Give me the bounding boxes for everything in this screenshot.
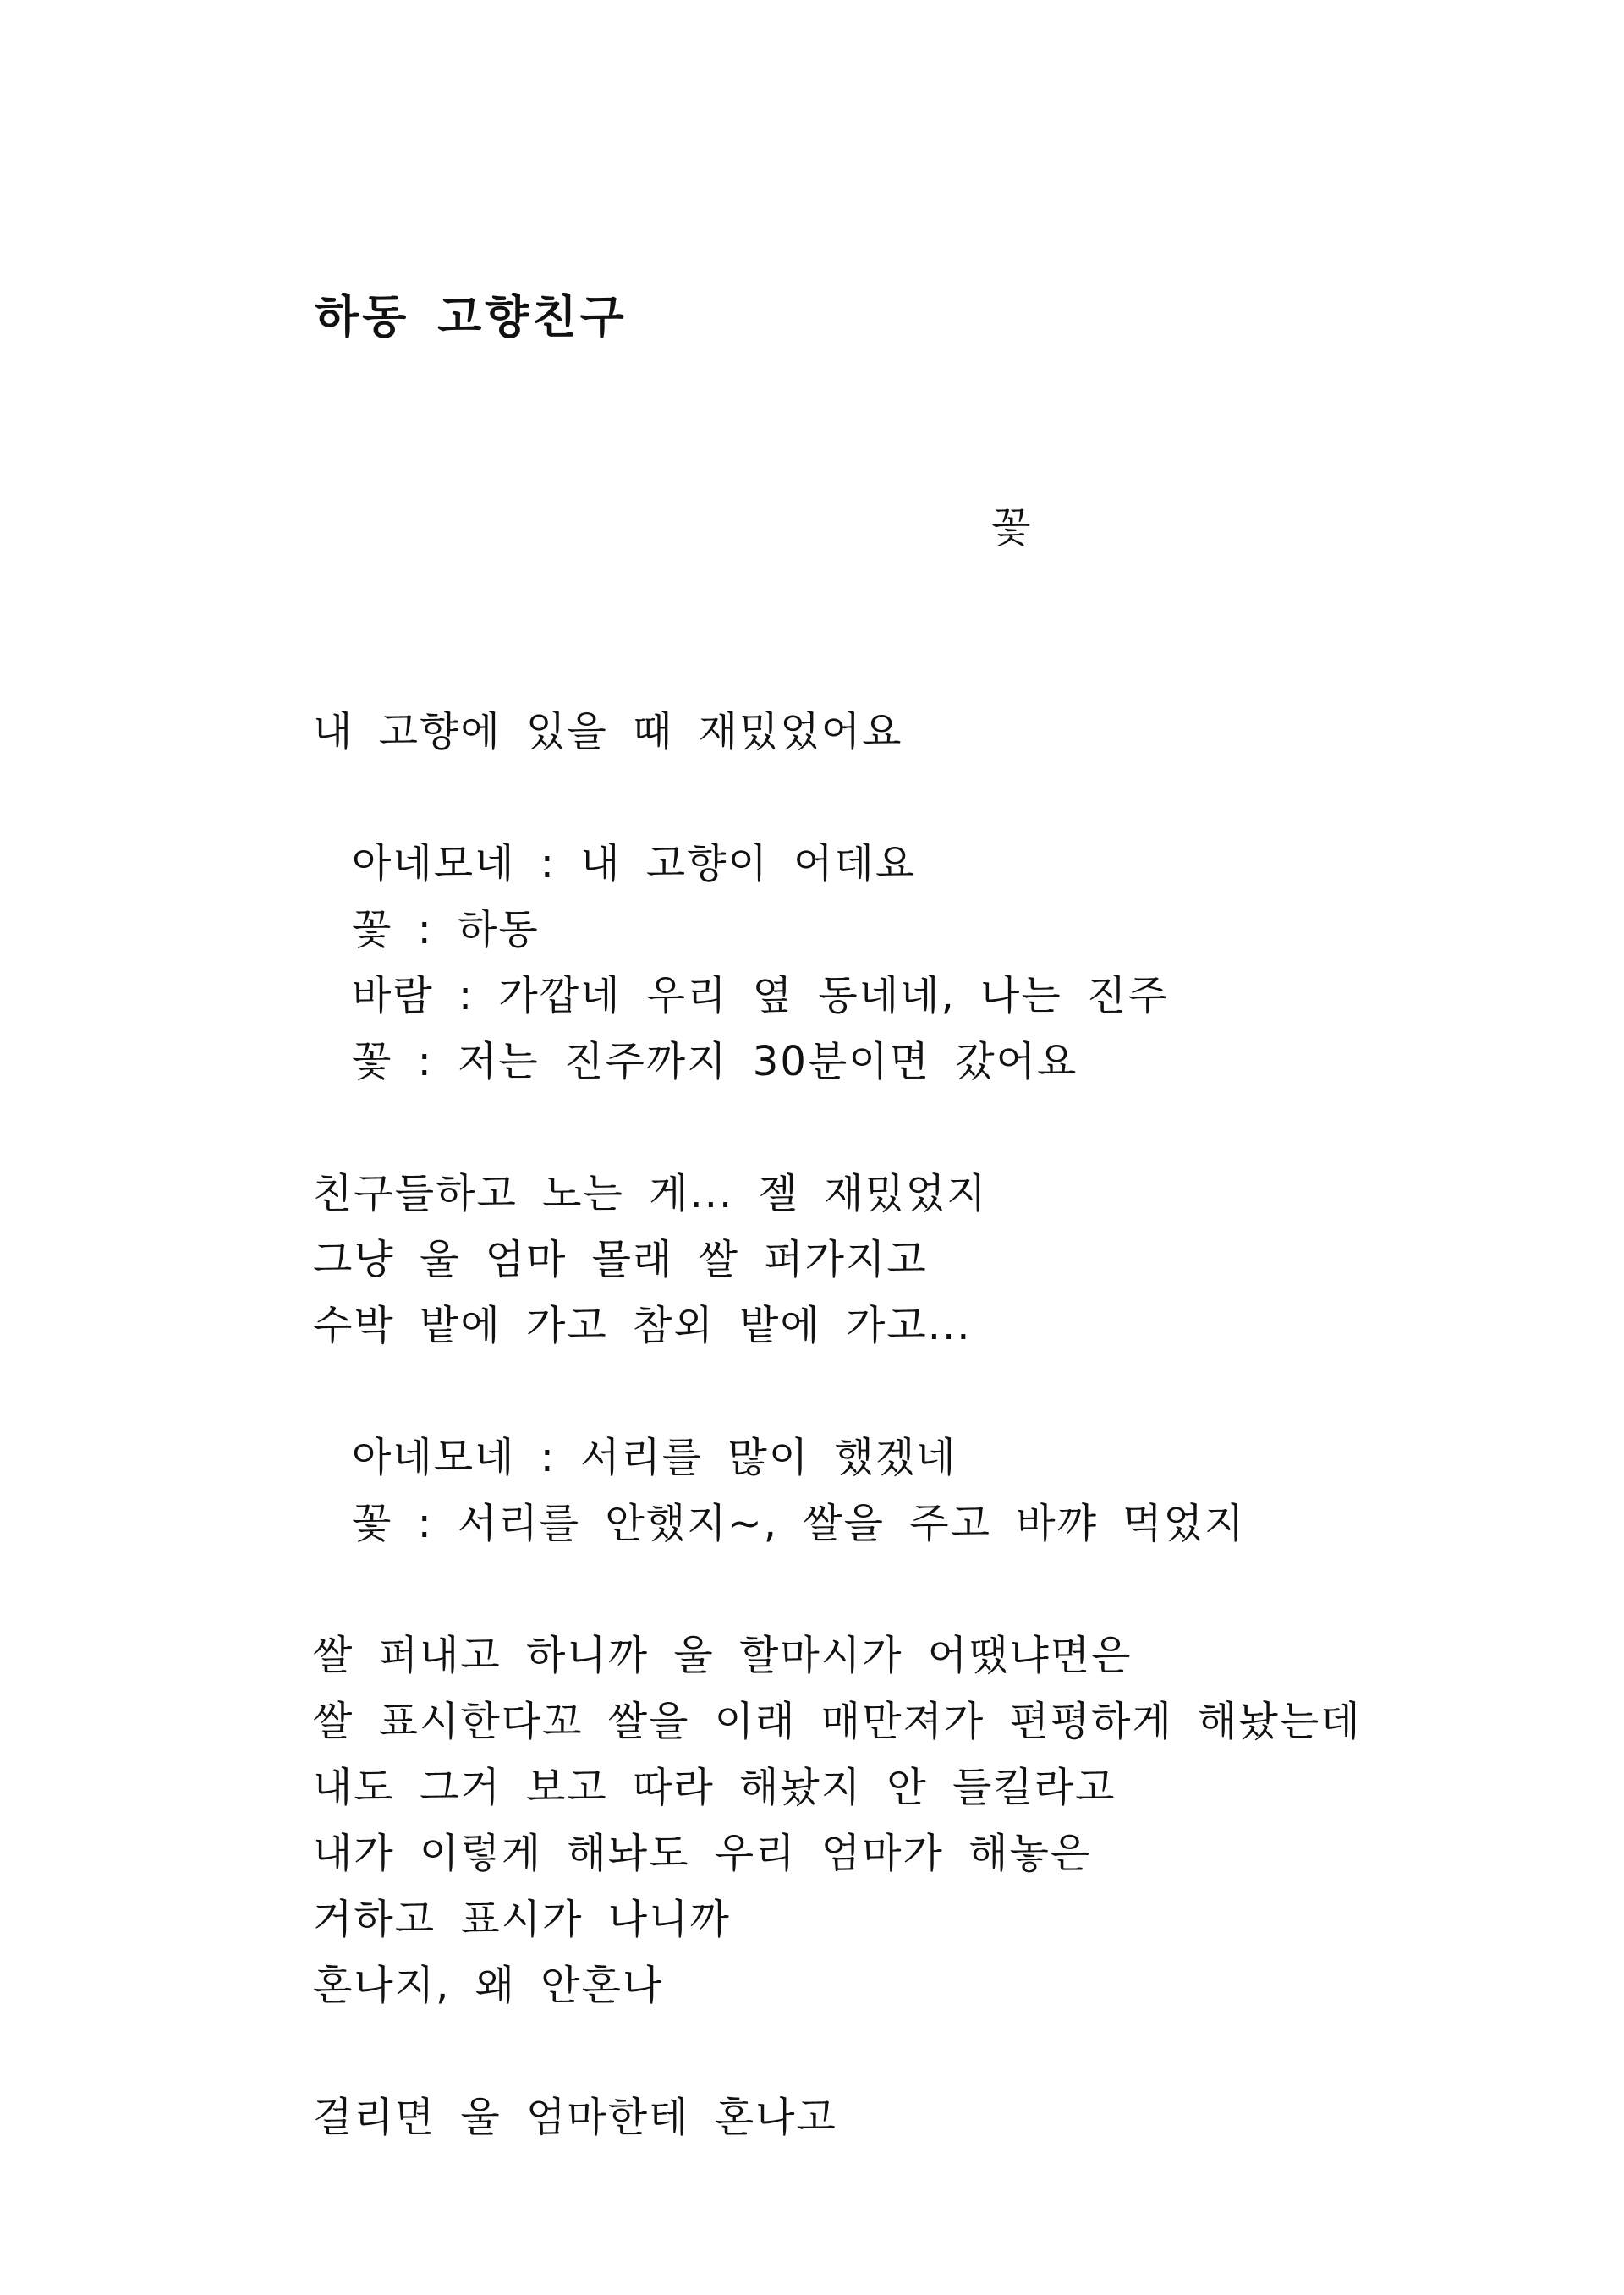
document-author: 꽃 bbox=[991, 504, 1031, 552]
poem-line: 내가 이렇게 해놔도 우리 엄마가 해놓은 bbox=[313, 1830, 1092, 1877]
dialogue-line: 아네모네 : 서리를 많이 했겠네 bbox=[352, 1434, 957, 1481]
document-title: 하동 고향친구 bbox=[315, 290, 628, 343]
dialogue-line: 바람 : 가깝네 우리 옆 동네네, 나는 진주 bbox=[352, 972, 1169, 1019]
poem-line: 걸리면 울 엄마한테 혼나고 bbox=[313, 2094, 837, 2141]
poem-line: 혼나지, 왜 안혼나 bbox=[313, 1962, 664, 2009]
poem-line: 거하고 표시가 나니까 bbox=[313, 1896, 731, 1943]
poem-line: 친구들하고 노는 게... 젤 재밌었지 bbox=[313, 1170, 988, 1217]
poem-line: 내도 그거 보고 따라 해놨지 안 들킬라고 bbox=[313, 1764, 1116, 1811]
dialogue-line: 꽃 : 하동 bbox=[352, 906, 540, 953]
dialogue-line: 꽃 : 저는 진주까지 30분이면 갔어요 bbox=[352, 1038, 1078, 1085]
dialogue-line: 아네모네 : 내 고향이 어데요 bbox=[352, 840, 917, 887]
poem-body bbox=[313, 699, 1362, 2150]
poem-line: 그냥 울 엄마 몰래 쌀 퍼가지고 bbox=[313, 1236, 928, 1283]
blank-line bbox=[313, 1095, 1362, 1161]
dialogue-line: 꽃 : 서리를 안했지~, 쌀을 주고 바꺄 먹었지 bbox=[352, 1500, 1246, 1547]
poem-line: 수박 밭에 가고 참외 밭에 가고... bbox=[313, 1302, 972, 1349]
poem-line: 쌀 표시한다꼬 쌀을 이래 매만져가 편평하게 해놨는데 bbox=[313, 1698, 1362, 1745]
blank-line bbox=[313, 1557, 1362, 1622]
blank-line bbox=[313, 765, 1362, 831]
blank-line bbox=[313, 2018, 1362, 2084]
blank-line bbox=[313, 1359, 1362, 1425]
poem-line: 내 고향에 있을 때 재밌었어요 bbox=[313, 708, 903, 755]
poem-line: 쌀 퍼내고 하니까 울 할마시가 어땠냐면은 bbox=[313, 1632, 1133, 1679]
